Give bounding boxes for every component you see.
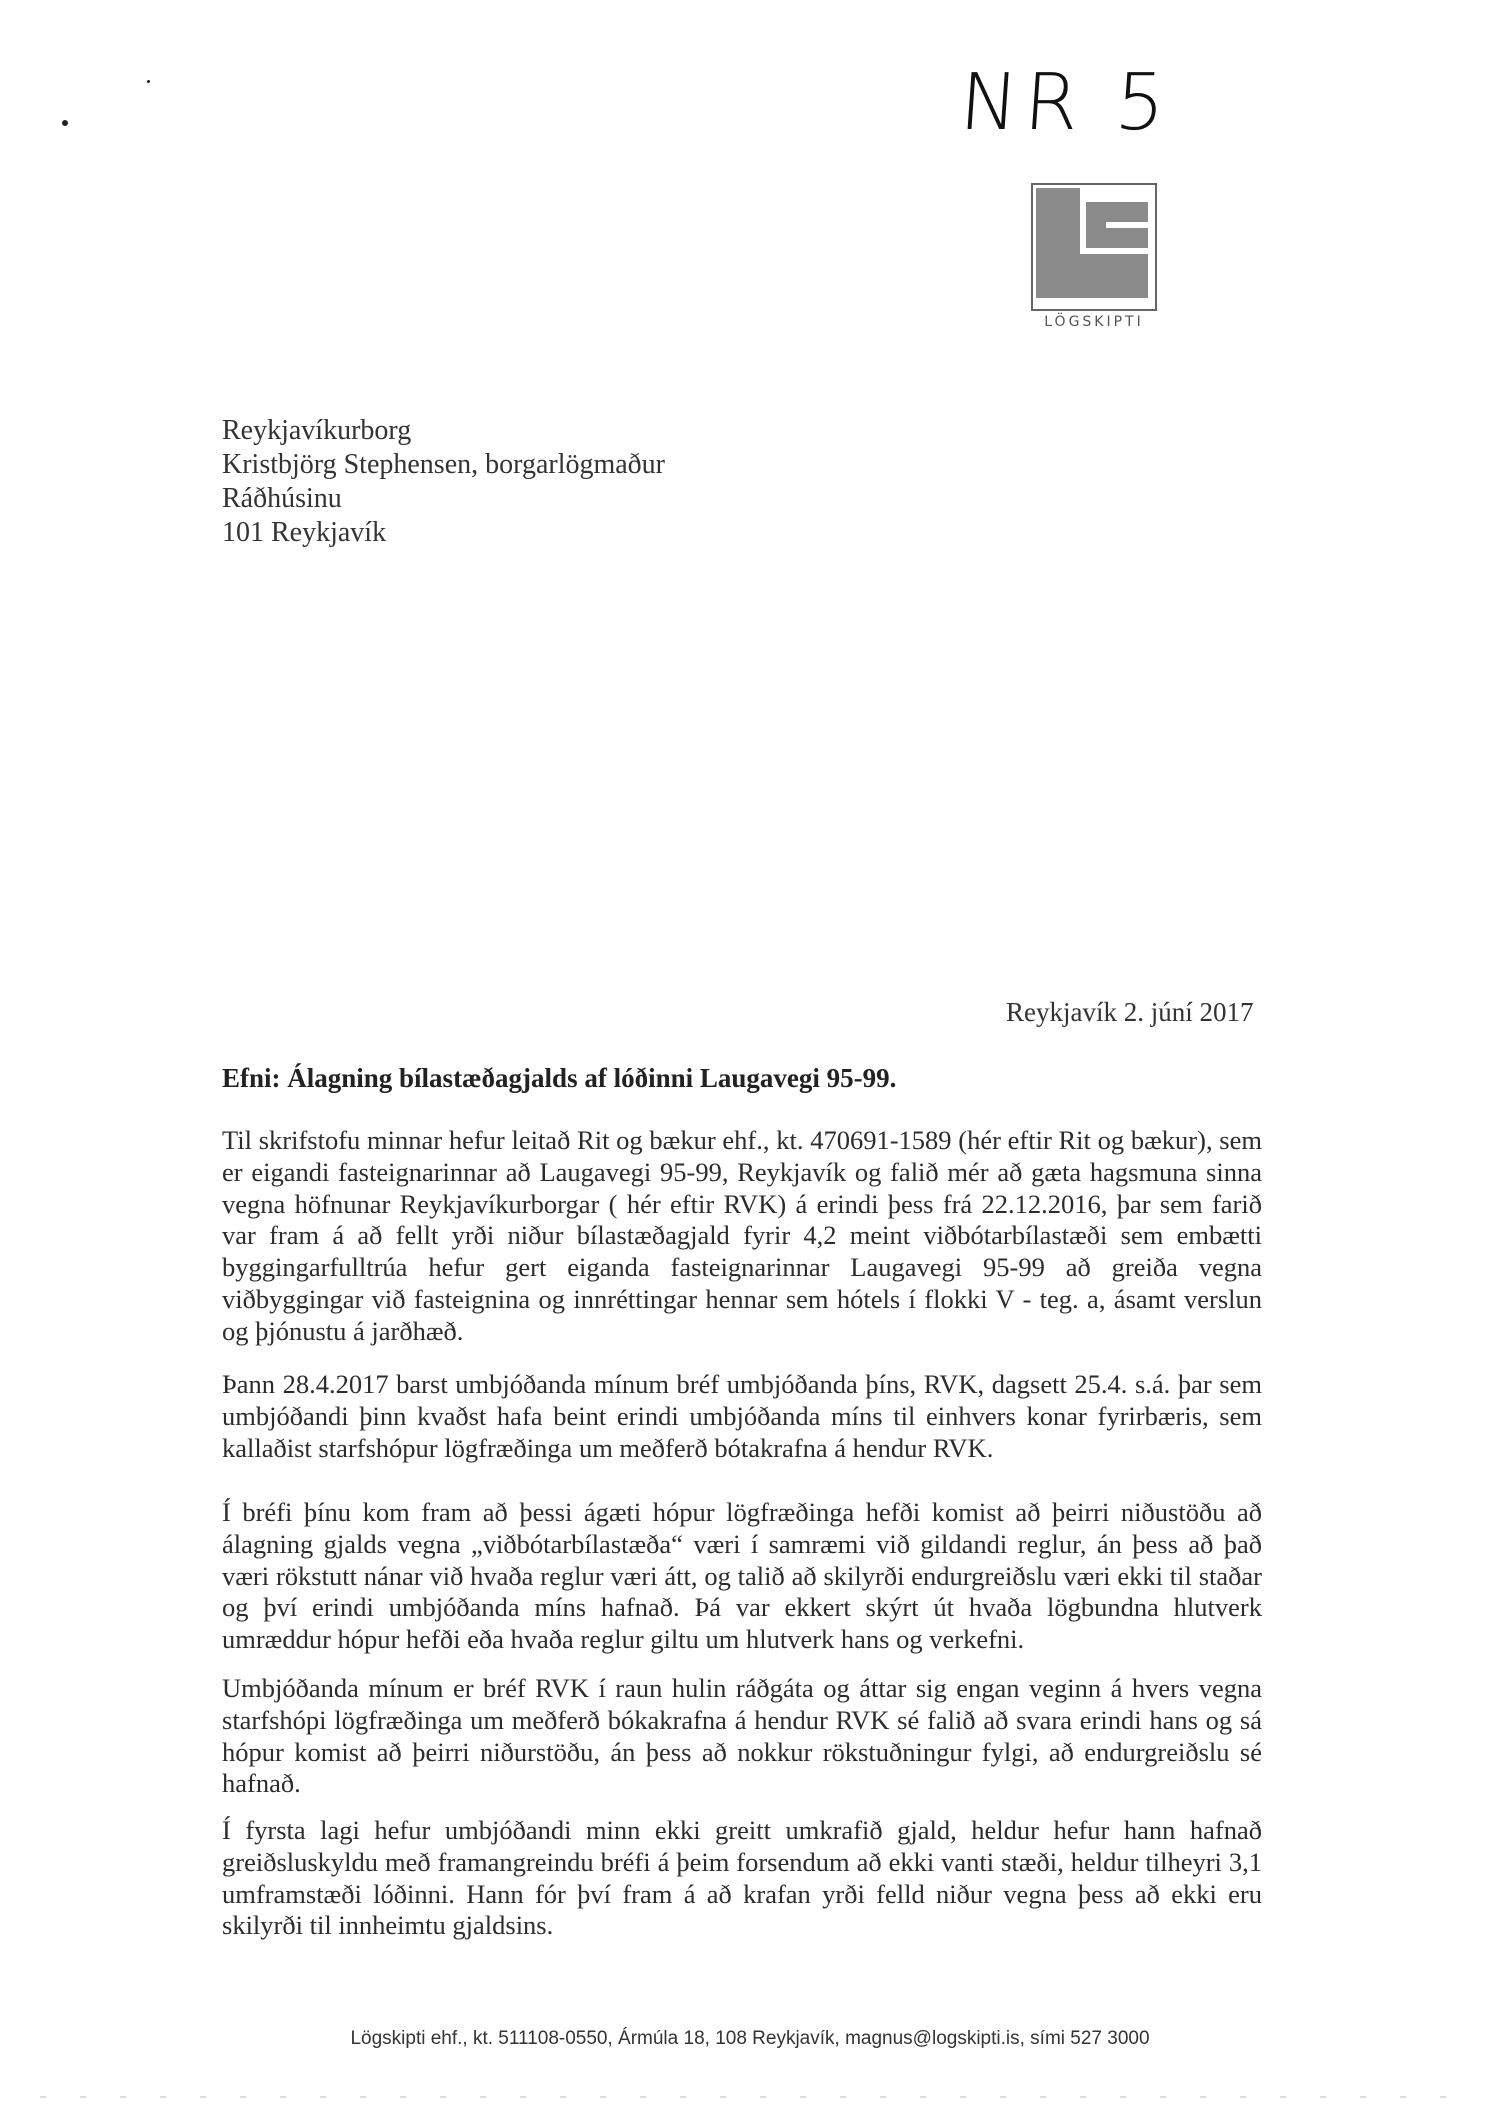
letter-date: Reykjavík 2. júní 2017	[1006, 997, 1254, 1027]
recipient-address	[222, 414, 665, 550]
logo-text: LÖGSKIPTI	[1044, 314, 1144, 330]
body-paragraph: Umbjóðanda mínum er bréf RVK í raun hulin ráðgáta og áttar sig engan veginn á hvers vegna starfshópi lögfræðinga um meðferð bókakrafna á hendur RVK sé falið að svara erindi hans og sá hópur komist að þeirri niðurstöðu, án þess að nokkur rökstuðningur fylgi, að endurgreiðslu sé hafnað.	[222, 1673, 1262, 1799]
letter-subject: Efni: Álagning bílastæðagjalds af lóðinni Laugavegi 95-99.	[222, 1063, 897, 1093]
handwritten-mark: NR 5	[956, 58, 1175, 148]
body-paragraph: Í fyrsta lagi hefur umbjóðandi minn ekki greitt umkrafið gjald, heldur hefur hann hafnað greiðsluskyldu með framangreindu bréfi á þeim forsendum að ekki vanti stæði, heldur tilheyri 3,1 umframstæði lóðinni. Hann fór því fram á að krafan yrði felld niður vegna þess að ekki eru skilyrði til innheimtu gjaldsins.	[222, 1815, 1262, 1941]
recipient-line: Ráðhúsinu	[222, 483, 342, 514]
scan-speck	[62, 120, 68, 126]
recipient-line: 101 Reykjavík	[222, 517, 387, 548]
body-paragraph: Til skrifstofu minnar hefur leitað Rit og bækur ehf., kt. 470691-1589 (hér eftir Rit og bækur), sem er eigandi fasteignarinnar að Laugavegi 95-99, Reykjavík og falið mér að gæta hagsmuna sinna vegna höfnunar Reykjavíkurborgar ( hér eftir RVK) á erindi þess frá 22.12.2016, þar sem farið var fram á að fellt yrði niður bílastæðagjald fyrir 4,2 meint viðbótarbílastæði sem embætti byggingarfulltrúa hefur gert eiganda fasteignarinnar Laugavegi 95-99 að greiða vegna viðbyggingar við fasteignina og innréttingar hennar sem hótels í flokki V - teg. a, ásamt verslun og þjónustu á jarðhæð.	[222, 1125, 1262, 1346]
logskipti-logo	[1030, 182, 1158, 322]
body-paragraph: Þann 28.4.2017 barst umbjóðanda mínum bréf umbjóðanda þíns, RVK, dagsett 25.4. s.á. þar sem umbjóðandi þinn kvaðst hafa beint erindi umbjóðanda míns til einhvers konar fyrirbæris, sem kallaðist starfshópur lögfræðinga um meðferð bótakrafna á hendur RVK.	[222, 1369, 1262, 1463]
recipient-line: Reykjavíkurborg	[222, 415, 412, 446]
body-paragraph: Í bréfi þínu kom fram að þessi ágæti hópur lögfræðinga hefði komist að þeirri niðustöðu að álagning gjalds vegna „viðbótarbílastæða“ væri í samræmi við gildandi reglur, án þess að það væri rökstutt nánar við hvaða reglur væri átt, og talið að skilyrði endurgreiðslu væri ekki til staðar og því erindi umbjóðanda míns hafnað. Þá var ekkert skýrt út hvaða lögbundna hlutverk umræddur hópur hefði eða hvaða reglur giltu um hlutverk hans og verkefni.	[222, 1497, 1262, 1655]
letterhead-footer: Lögskipti ehf., kt. 511108-0550, Ármúla 18, 108 Reykjavík, magnus@logskipti.is, sími 527 3000	[350, 2028, 1150, 2049]
scan-artifact-line	[40, 2096, 1460, 2098]
scan-speck	[147, 80, 150, 83]
recipient-line: Kristbjörg Stephensen, borgarlögmaður	[222, 449, 666, 480]
